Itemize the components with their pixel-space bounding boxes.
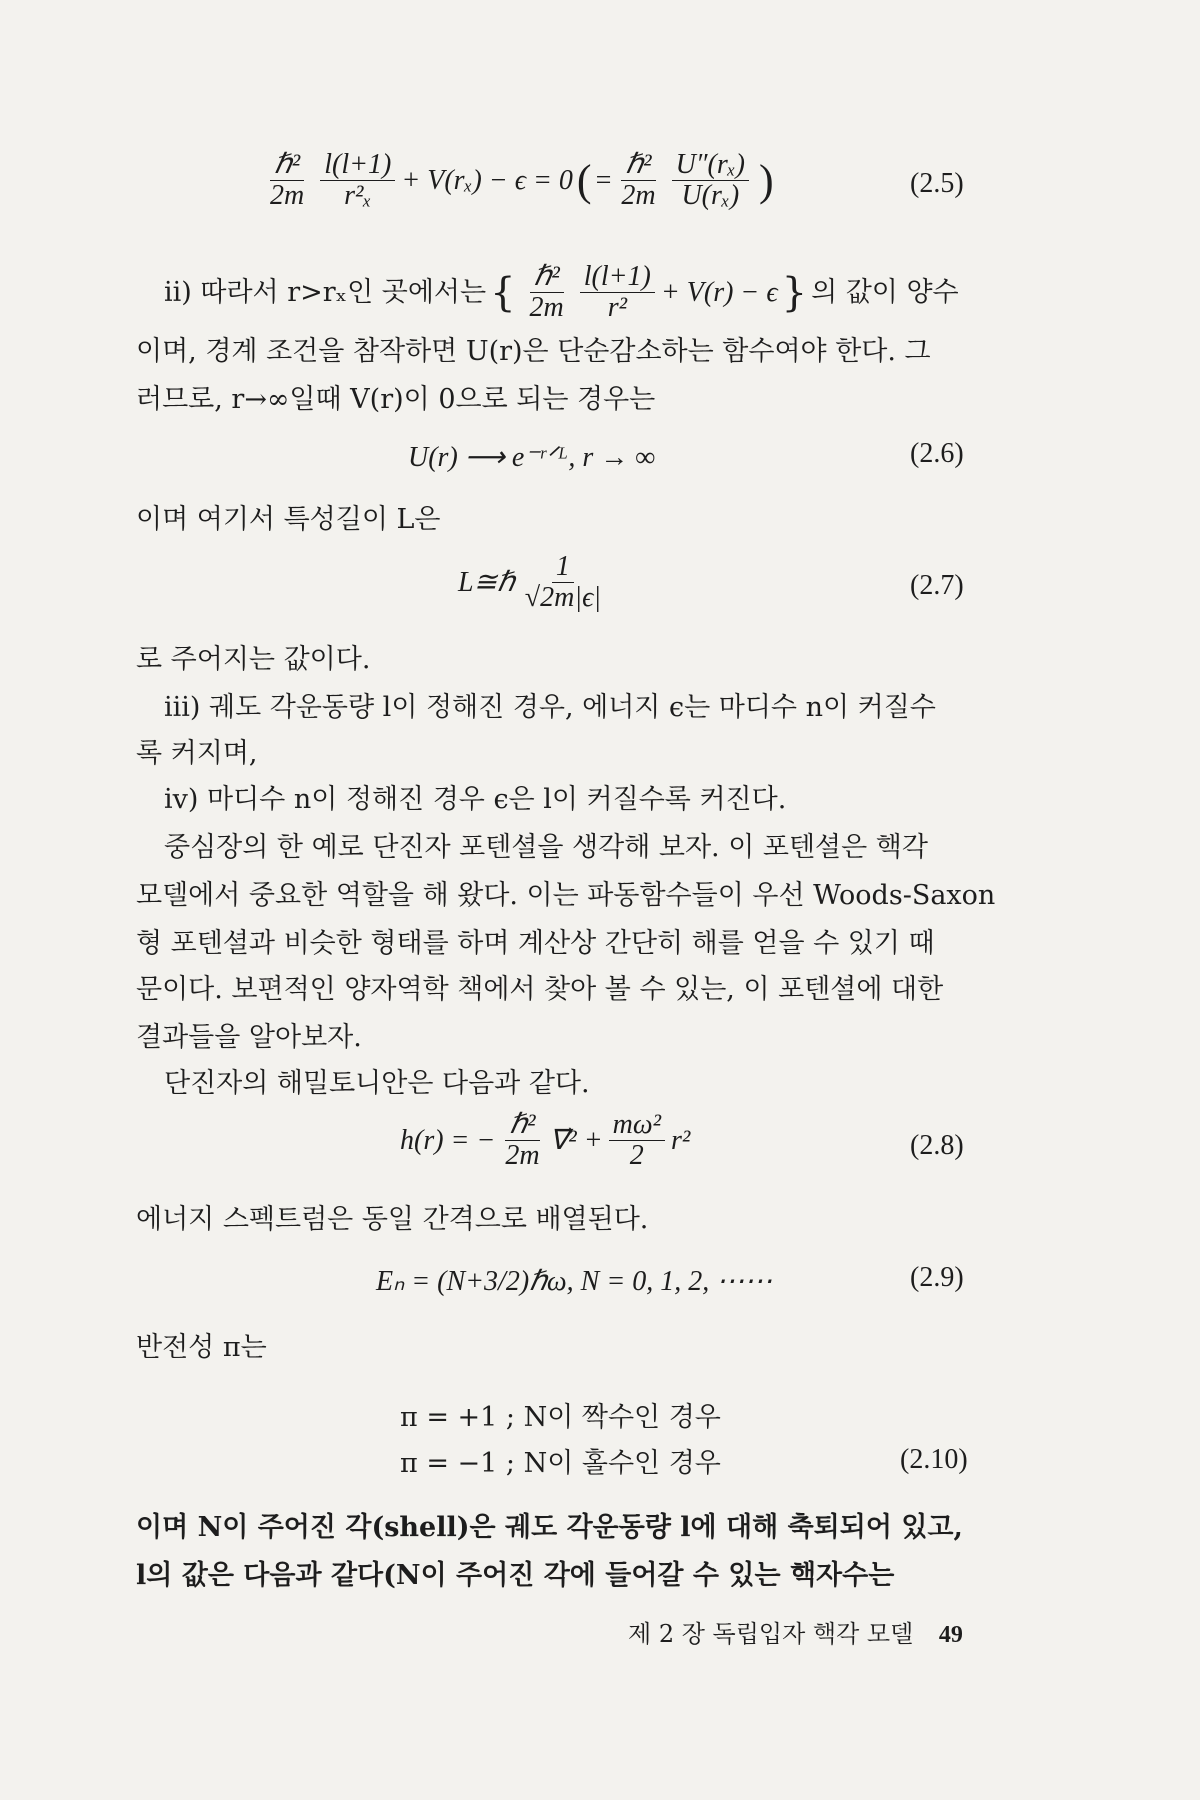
eq-2-5-upp: U″(rₓ) xyxy=(672,150,749,181)
text-line-13: 결과들을 알아보자. xyxy=(136,1022,362,1053)
eq-2-5-eq-sign: = xyxy=(595,164,612,196)
text-line-11: 형 포텐셜과 비슷한 형태를 하며 계산상 간단히 해를 얻을 수 있기 때 xyxy=(136,928,935,959)
text-line-10: 모델에서 중요한 역할을 해 왔다. 이는 파동함수들이 우선 Woods-Saxon xyxy=(136,880,996,911)
text-line-17: 이며 N이 주어진 각(shell)은 궤도 각운동량 l에 대해 축퇴되어 있고, xyxy=(136,1512,963,1543)
text-line-15: 에너지 스펙트럼은 동일 간격으로 배열된다. xyxy=(136,1204,649,1235)
eq-2-5-hbar2: ℏ² xyxy=(270,150,304,181)
page-footer xyxy=(628,1614,963,1655)
equation-2-10-line-2: π = −1 ; N이 홀수인 경우 xyxy=(400,1448,721,1479)
eq-2-8-tail: r² xyxy=(671,1124,691,1156)
page-number: 49 xyxy=(938,1622,963,1648)
eq-2-8-hbar2: ℏ² xyxy=(505,1110,539,1141)
text-line-14: 단진자의 해밀토니안은 다음과 같다. xyxy=(164,1068,590,1099)
eq-2-5-l-term: l(l+1) xyxy=(320,150,395,181)
ii-frac-l: l(l+1) xyxy=(580,262,655,293)
eq-2-5-rx2: r²ₓ xyxy=(344,180,372,211)
equation-2-5: $\frac{\text{ℏ²}}{2m}$ $\frac{l(l+1)}{\text{r²ₓ}}$ + V(rₓ) − ϵ = 0 ( = $\frac{\text{ℏ²}}{2m}$ $\frac{\text{U″(rₓ)}}{\text{U(rₓ)}}$ ) xyxy=(260,150,778,211)
text-line-12: 문이다. 보편적인 양자역학 책에서 찾아 볼 수 있는, 이 포텐셜에 대한 xyxy=(136,974,944,1005)
text-line-7: 록 커지며, xyxy=(136,738,258,769)
footer-chapter: 제 2 장 독립입자 핵각 모델 xyxy=(628,1620,914,1648)
text-line-9: 중심장의 한 예로 단진자 포텐셜을 생각해 보자. 이 포텐셜은 핵각 xyxy=(164,832,928,863)
text-line-2: 이며, 경계 조건을 참작하면 U(r)은 단순감소하는 함수여야 한다. 그 xyxy=(136,336,931,367)
eq-2-5-2m: 2m xyxy=(270,180,305,211)
equation-number-2-8: (2.8) xyxy=(910,1130,964,1161)
eq-2-8-mw2: mω² xyxy=(609,1110,665,1141)
paragraph-ii-line: ii) 따라서 r>rₓ인 곳에서는 { $\frac{\text{ℏ²}}{2m}$ $\frac{l(l+1)}{\text{r²}}$ + V(r) − ϵ } 의 값이 양수 xyxy=(164,261,959,323)
equation-2-7 xyxy=(458,552,611,613)
eq-2-5-middle: + V(rₓ) − ϵ = 0 xyxy=(401,164,573,196)
ii-middle: + V(r) − ϵ xyxy=(660,276,778,308)
eq-2-7-num: 1 xyxy=(552,552,574,583)
equation-2-10-line-1: π = +1 ; N이 짝수인 경우 xyxy=(400,1402,721,1433)
ii-frac-2m: 2m xyxy=(529,292,564,323)
ii-frac-r2: r² xyxy=(607,292,627,323)
text-line-8: iv) 마디수 n이 정해진 경우 ϵ은 l이 커질수록 커진다. xyxy=(164,784,787,815)
text-line-6: iii) 궤도 각운동량 l이 정해진 경우, 에너지 ϵ는 마디수 n이 커질수 xyxy=(164,692,936,723)
eq-2-5-urx: U(rₓ) xyxy=(681,180,740,211)
equation-2-9: Eₙ = (N+3/2)ℏω, N = 0, 1, 2, ⋯⋯ xyxy=(376,1266,773,1297)
equation-2-8 xyxy=(400,1110,690,1171)
equation-2-6: U(r) ⟶ e⁻ʳᐟᴸ, r → ∞ xyxy=(408,442,656,473)
eq-2-8-lhs: h(r) = − xyxy=(400,1124,496,1156)
paragraph-ii-end: 의 값이 양수 xyxy=(811,276,959,308)
equation-number-2-9: (2.9) xyxy=(910,1262,964,1293)
equation-number-2-10: (2.10) xyxy=(900,1444,968,1475)
text-line-4: 이며 여기서 특성길이 L은 xyxy=(136,504,441,535)
text-line-3: 러므로, r→∞일때 V(r)이 0으로 되는 경우는 xyxy=(136,384,656,415)
equation-number-2-7: (2.7) xyxy=(910,570,964,601)
text-line-16: 반전성 π는 xyxy=(136,1332,267,1363)
paragraph-ii-start: ii) 따라서 r>rₓ인 곳에서는 xyxy=(164,276,487,308)
eq-2-8-two: 2 xyxy=(629,1140,644,1171)
text-line-5: 로 주어지는 값이다. xyxy=(136,644,371,675)
text-line-18: l의 값은 다음과 같다(N이 주어진 각에 들어갈 수 있는 핵자수는 xyxy=(136,1560,895,1591)
eq-2-8-mid: ∇⃗² + xyxy=(549,1124,603,1156)
equation-number-2-6: (2.6) xyxy=(910,438,964,469)
eq-2-7-den: √2m|ϵ| xyxy=(524,582,602,613)
eq-2-7-lhs: L≅ℏ xyxy=(458,566,515,598)
equation-number-2-5: (2.5) xyxy=(910,168,964,199)
eq-2-5-2m-b: 2m xyxy=(621,180,656,211)
eq-2-5-hbar2-b: ℏ² xyxy=(621,150,655,181)
eq-2-8-2m: 2m xyxy=(505,1140,540,1171)
ii-frac-hbar2: ℏ² xyxy=(530,262,564,293)
